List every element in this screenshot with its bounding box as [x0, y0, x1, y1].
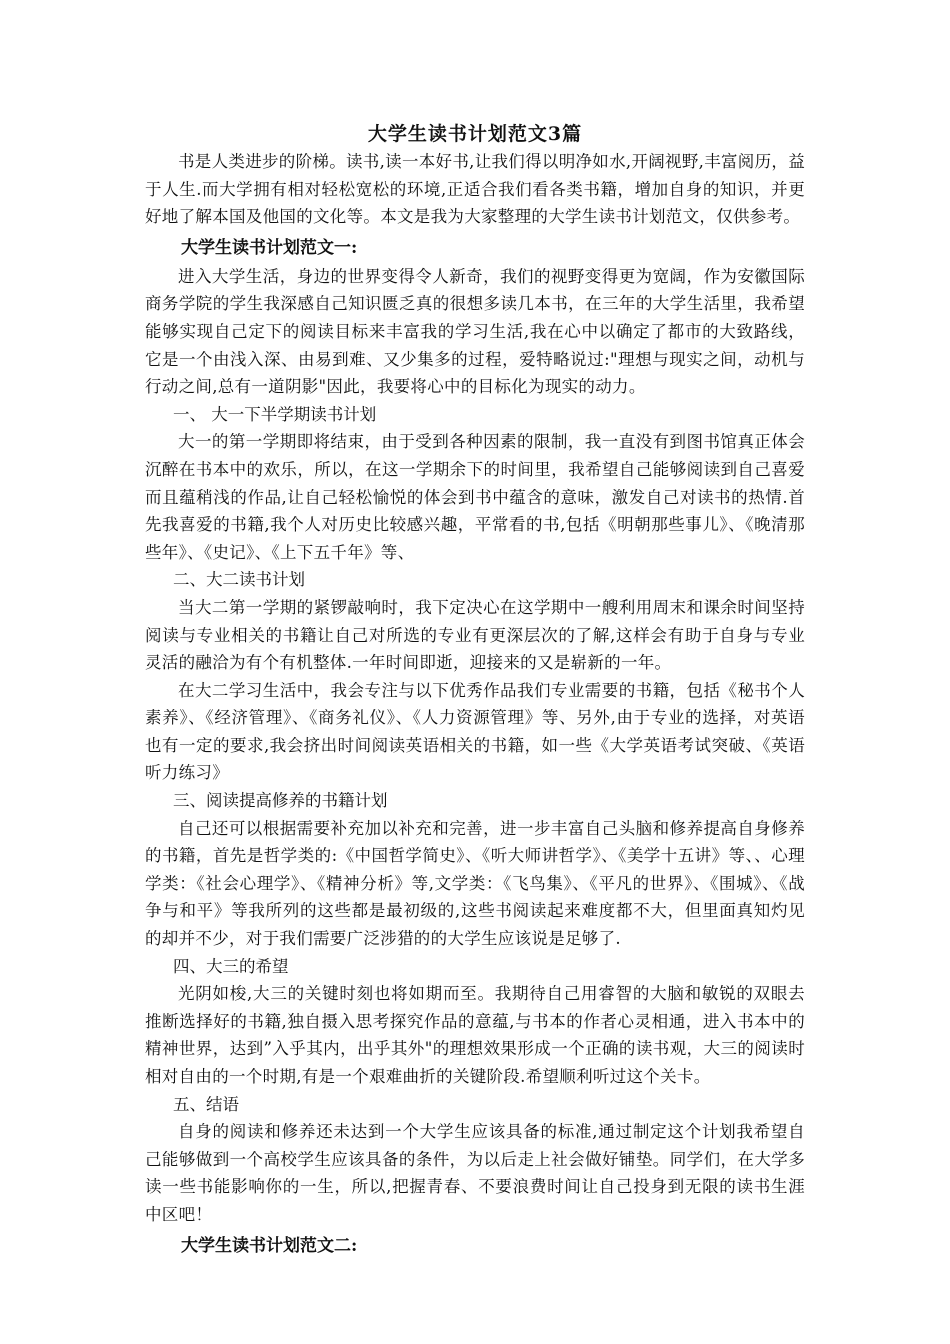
intro-paragraph: 书是人类进步的阶梯。读书,读一本好书,让我们得以明净如水,开阔视野,丰富阅历，益于人生.而大学拥有相对轻松宽松的环境,正适合我们看各类书籍，增加自身的知识，并更好地了解本国及他国的文化等。本文是我为大家整理的大学生读书计划范文，仅供参考。 [145, 152, 805, 227]
document-body [145, 120, 805, 1261]
paragraph-2b: 在大二学习生活中，我会专注与以下优秀作品我们专业需要的书籍，包括《秘书个人素养》、《经济管理》、《商务礼仪》、《人力资源管理》等、另外,由于专业的选择，对英语也有一定的要求,我会挤出时间阅读英语相关的书籍，如一些《大学英语考试突破、《英语听力练习》 [145, 680, 805, 783]
subheading-1: 一、 大一下半学期读书计划 [173, 404, 377, 424]
subheading-3: 三、阅读提高修养的书籍计划 [173, 791, 388, 811]
document-title: 大学生读书计划范文3篇 [367, 123, 583, 145]
paragraph-4: 光阴如梭,大三的关键时刻也将如期而至。我期待自己用睿智的大脑和敏锐的双眼去推断选择好的书籍,独自摄入思考探究作品的意蕴,与书本的作者心灵相通，进入书本中的精神世界，达到”入乎其内，出乎其外"的理想效果形成一个正确的读书观，大三的阅读时相对自由的一个时期,有是一个艰难曲折的关键阶段.希望顺利听过这个关卡。 [145, 984, 805, 1086]
subheading-4: 四、大三的希望 [173, 956, 289, 976]
paragraph-5: 自身的阅读和修养还未达到一个大学生应该具备的标准,通过制定这个计划我希望自己能够做到一个高校学生应该具备的条件，为以后走上社会做好铺垫。同学们，在大学多读一些书能影响你的一生，所以,把握青春、不要浪费时间让自己投身到无限的读书生涯中区吧！ [145, 1122, 805, 1224]
subheading-5: 五、结语 [173, 1094, 239, 1114]
section1-paragraph: 进入大学生活，身边的世界变得令人新奇，我们的视野变得更为宽阔，作为安徽国际商务学院的学生我深感自己知识匮乏真的很想多读几本书，在三年的大学生活里，我希望能够实现自己定下的阅读目标来丰富我的学习生活,我在心中以确定了都市的大致路线，它是一个由浅入深、由易到难、又少集多的过程，爱特略说过:"理想与现实之间，动机与行动之间,总有一道阴影"因此，我要将心中的目标化为现实的动力。 [145, 266, 805, 397]
paragraph-2a: 当大二第一学期的紧锣敲响时，我下定决心在这学期中一艘利用周末和课余时间坚持阅读与专业相关的书籍让自己对所选的专业有更深层次的了解,这样会有助于自身与专业灵活的融洽为有个有机整体.一年时间即逝，迎接来的又是崭新的一年。 [145, 597, 805, 673]
section2-heading: 大学生读书计划范文二: [181, 1235, 358, 1256]
section1-heading: 大学生读书计划范文一: [181, 237, 358, 258]
paragraph-1: 大一的第一学期即将结束，由于受到各种因素的限制，我一直没有到图书馆真正体会沉醉在书本中的欢乐，所以，在这一学期余下的时间里，我希望自己能够阅读到自己喜爱而且蕴稍浅的作品,让自己轻松愉悦的体会到书中蕴含的意味，激发自己对读书的热情.首先我喜爱的书籍,我个人对历史比较感兴趣，平常看的书,包括《明朝那些事儿》、《晚清那些年》、《史记》、《上下五千年》等、 [145, 432, 805, 562]
subheading-2: 二、大二读书计划 [173, 570, 305, 590]
paragraph-3: 自己还可以根据需要补充加以补充和完善，进一步丰富自己头脑和修养提高自身修养的书籍，首先是哲学类的:《中国哲学简史》、《听大师讲哲学》、《美学十五讲》等、、心理学类：《社会心理学》、《精神分析》等,文学类：《飞鸟集》、《平凡的世界》、《围城》、《战争与和平》等我所列的这些都是最初级的,这些书阅读起来难度都不大，但里面真知灼见的却并不少，对于我们需要广泛涉猎的的大学生应该说是足够了. [145, 818, 805, 949]
